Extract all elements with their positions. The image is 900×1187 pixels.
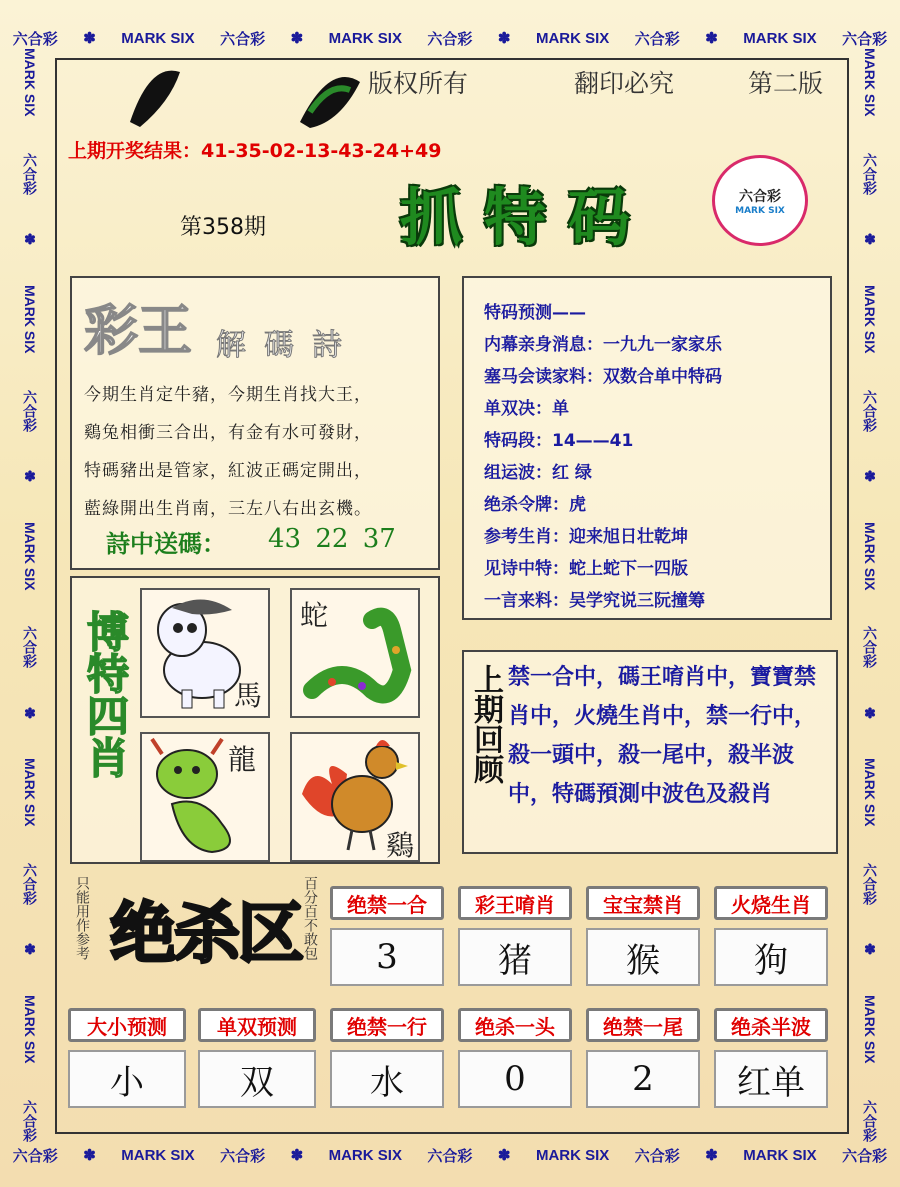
prediction-line: 一言来料：吴学究说三阮撞筹 — [484, 591, 705, 611]
issue-number: 第358期 — [180, 215, 266, 240]
border-brand-cn: 六合彩 — [220, 1147, 266, 1165]
animal-name: 龍 — [228, 743, 257, 776]
mark-six-logo — [712, 155, 808, 246]
prediction-line: 见诗中特：蛇上蛇下一四版 — [484, 559, 688, 579]
kill-zone-title: 绝杀区 — [110, 895, 302, 972]
prediction-line: 参考生肖：迎来旭日壮乾坤 — [484, 527, 688, 547]
prediction-line: 塞马会读家料：双数合单中特码 — [484, 367, 722, 387]
flower-icon: ✽ — [864, 704, 876, 721]
border-left — [12, 30, 48, 1160]
border-brand-en: MARK SIX — [862, 284, 878, 354]
animal-card-horse — [140, 588, 270, 718]
animal-name: 鷄 — [386, 829, 415, 862]
review-text: 禁一合中，碼王唷肖中，寶寶禁肖中，火燒生肖中，禁一行中，殺一頭中，殺一尾中，殺半波中，特碼預測中波色及殺肖 — [508, 665, 817, 807]
poem-line: 藍綠開出生肖南，三左八右出玄機。 — [84, 499, 372, 519]
kill-label: 单双预测 — [198, 1008, 316, 1042]
decorative-glyph-icon — [110, 62, 370, 132]
border-brand-en: MARK SIX — [328, 1146, 402, 1164]
flower-icon: ✽ — [497, 1147, 511, 1164]
border-brand-cn: 六合彩 — [862, 153, 878, 196]
kill-value: 2 — [586, 1050, 700, 1108]
border-brand-cn: 六合彩 — [12, 30, 58, 48]
kill-value: 水 — [330, 1050, 444, 1108]
border-brand-cn: 六合彩 — [220, 30, 266, 48]
border-bottom — [0, 1137, 900, 1173]
border-top — [0, 20, 900, 56]
poem-line: 特碼豬出是管家，紅波正碼定開出， — [84, 461, 372, 481]
poem-title: 彩王 — [84, 298, 192, 362]
kill-value: 红单 — [714, 1050, 828, 1108]
border-brand-cn: 六合彩 — [22, 1099, 38, 1142]
animal-name: 馬 — [234, 679, 263, 712]
flower-icon: ✽ — [24, 468, 36, 485]
review-title: 上期回顾 — [468, 664, 503, 784]
edition-text: 第二版 — [748, 69, 824, 98]
border-brand-en: MARK SIX — [22, 758, 38, 827]
no-copy-text: 翻印必究 — [574, 69, 675, 98]
border-brand-cn: 六合彩 — [22, 626, 38, 669]
kill-value: 0 — [458, 1050, 572, 1108]
animal-card-rooster — [290, 732, 420, 862]
kill-label: 宝宝禁肖 — [586, 886, 700, 920]
border-brand-en: MARK SIX — [743, 1146, 817, 1164]
border-brand-cn: 六合彩 — [862, 626, 878, 669]
kill-label: 绝禁一尾 — [586, 1008, 700, 1042]
border-brand-en: MARK SIX — [743, 29, 817, 47]
border-brand-cn: 六合彩 — [427, 1147, 473, 1165]
border-brand-cn: 六合彩 — [862, 863, 878, 906]
animal-name: 蛇 — [300, 599, 329, 632]
border-brand-cn: 六合彩 — [634, 30, 680, 48]
flower-icon: ✽ — [24, 231, 36, 248]
border-brand-en: MARK SIX — [121, 29, 195, 47]
kill-value: 猴 — [586, 928, 700, 986]
border-brand-en: MARK SIX — [862, 521, 878, 590]
flower-icon: ✽ — [705, 1147, 718, 1164]
kill-label: 绝杀一头 — [458, 1008, 572, 1042]
kill-value: 猪 — [458, 928, 572, 986]
page-title: 抓特码 — [400, 181, 653, 254]
flower-icon: ✽ — [83, 30, 96, 47]
flower-icon: ✽ — [497, 30, 511, 47]
flower-icon: ✽ — [705, 30, 718, 47]
border-brand-en: MARK SIX — [22, 521, 38, 590]
border-brand-cn: 六合彩 — [842, 30, 888, 48]
border-brand-cn: 六合彩 — [427, 30, 473, 48]
prediction-line: 特码段：14——41 — [484, 431, 634, 451]
note-no-guarantee: 百分百不敢包 — [302, 876, 318, 960]
note-reference-only: 只能用作参考 — [74, 876, 90, 960]
border-brand-en: MARK SIX — [22, 48, 38, 117]
border-brand-cn: 六合彩 — [22, 389, 38, 432]
flower-icon: ✽ — [83, 1147, 96, 1164]
border-brand-en: MARK SIX — [22, 284, 38, 354]
kill-label: 绝禁一合 — [330, 886, 444, 920]
border-brand-en: MARK SIX — [22, 994, 38, 1064]
flower-icon: ✽ — [24, 704, 36, 721]
kill-label: 彩王唷肖 — [458, 886, 572, 920]
flower-icon: ✽ — [24, 941, 36, 958]
kill-value: 狗 — [714, 928, 828, 986]
border-brand-cn: 六合彩 — [862, 389, 878, 432]
prediction-line: 组运波：红 绿 — [484, 463, 592, 483]
flower-icon: ✽ — [290, 1147, 304, 1164]
animal-card-dragon — [140, 732, 270, 862]
kill-label: 绝杀半波 — [714, 1008, 828, 1042]
poem-line: 鷄兔相衝三合出，有金有水可發財， — [84, 423, 372, 443]
border-brand-cn: 六合彩 — [12, 1147, 58, 1165]
border-brand-en: MARK SIX — [535, 29, 610, 47]
border-brand-cn: 六合彩 — [22, 863, 38, 906]
kill-value: 小 — [68, 1050, 186, 1108]
border-brand-cn: 六合彩 — [22, 153, 38, 196]
prediction-line: 特码预测—— — [484, 303, 586, 323]
flower-icon: ✽ — [864, 231, 876, 248]
prediction-line: 绝杀令牌：虎 — [484, 495, 586, 515]
poem-subtitle: 解碼詩 — [216, 328, 360, 363]
animal-card-snake — [290, 588, 420, 718]
logo-en: MARK SIX — [735, 205, 785, 216]
border-brand-en: MARK SIX — [862, 48, 878, 117]
kill-label: 绝禁一行 — [330, 1008, 444, 1042]
kill-label: 火烧生肖 — [714, 886, 828, 920]
prediction-line: 单双决：单 — [484, 399, 569, 419]
border-brand-en: MARK SIX — [862, 994, 878, 1064]
border-brand-cn: 六合彩 — [862, 1099, 878, 1142]
border-brand-en: MARK SIX — [535, 1146, 610, 1164]
copyright-text: 版权所有 — [368, 69, 469, 98]
border-brand-cn: 六合彩 — [634, 1147, 680, 1165]
kill-value: 3 — [330, 928, 444, 986]
prediction-line: 内幕亲身消息：一九九一家家乐 — [484, 335, 722, 355]
poem-line: 今期生肖定牛豬，今期生肖找大王， — [84, 385, 372, 405]
border-brand-cn: 六合彩 — [842, 1147, 888, 1165]
gift-label: 詩中送碼： — [106, 529, 226, 558]
flower-icon: ✽ — [864, 468, 876, 485]
border-brand-en: MARK SIX — [328, 29, 402, 47]
latest-result: 上期开奖结果：41-35-02-13-43-24+49 — [68, 140, 442, 162]
kill-value: 双 — [198, 1050, 316, 1108]
logo-cn: 六合彩 — [739, 188, 781, 205]
kill-label: 大小预测 — [68, 1008, 186, 1042]
gift-numbers: 43 22 37 — [268, 524, 396, 554]
border-brand-en: MARK SIX — [121, 1146, 195, 1164]
border-right — [852, 30, 888, 1160]
flower-icon: ✽ — [864, 941, 876, 958]
border-brand-en: MARK SIX — [862, 758, 878, 827]
flower-icon: ✽ — [290, 30, 304, 47]
four-animals-title: 博特四肖 — [81, 610, 130, 778]
